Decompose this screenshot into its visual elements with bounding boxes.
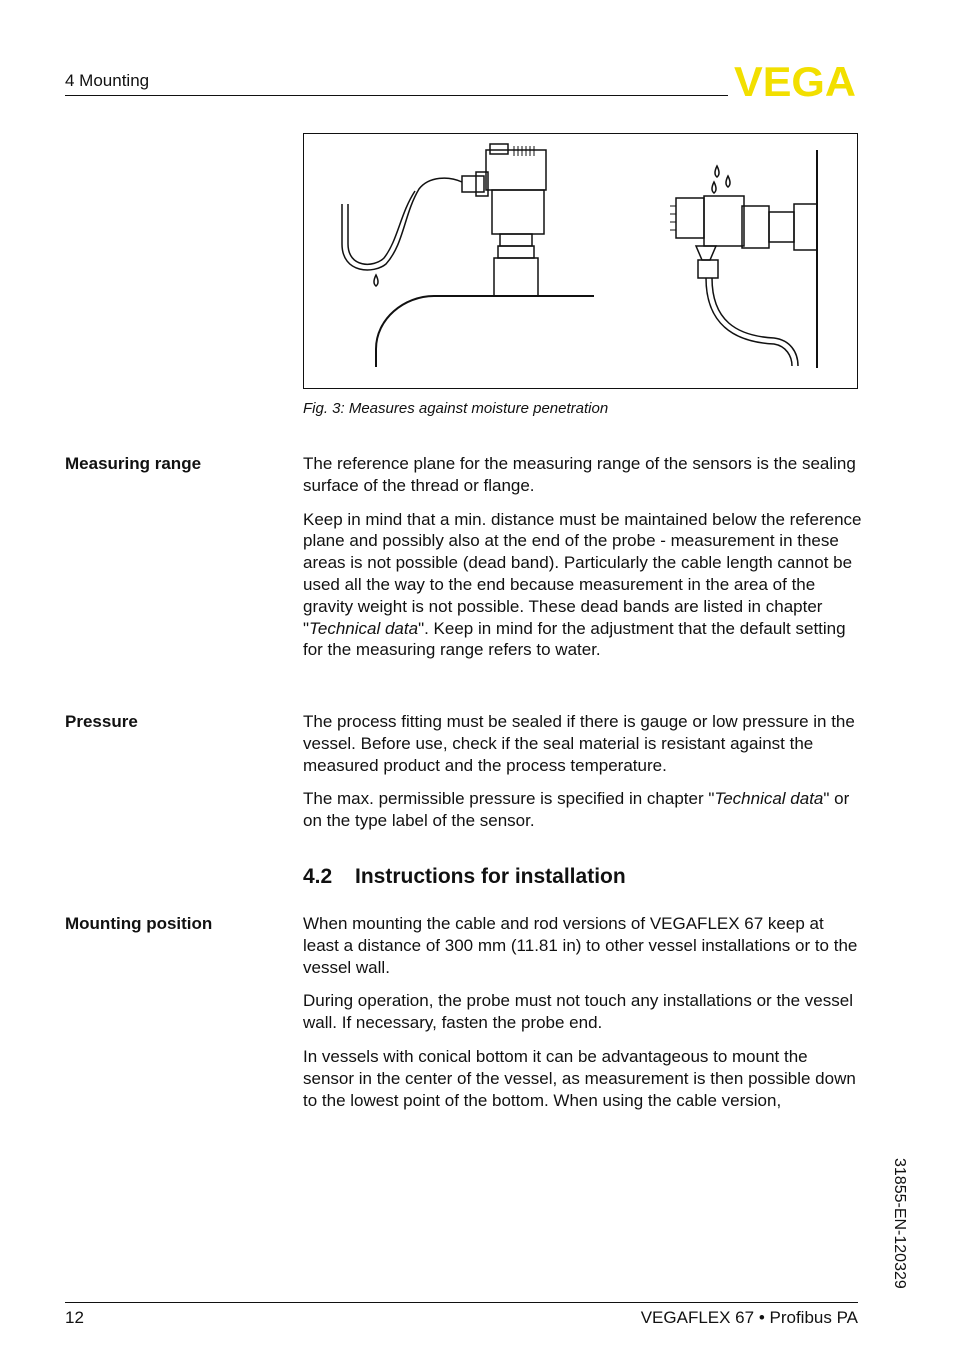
section-heading: 4.2 Instructions for installation [303, 865, 626, 888]
water-drop-icon [712, 182, 716, 193]
paragraph: When mounting the cable and rod versions of VEGAFLEX 67 keep at least a distance of 300 mm (11.81 in) to other vessel installations or to the vessel wall. [303, 914, 858, 977]
page-number: 12 [65, 1308, 84, 1327]
paragraph: The process fitting must be sealed if there is gauge or low pressure in the vessel. Before use, check if the seal material is resistant against the measured product and the process temperature. [303, 712, 855, 775]
tank-top [376, 296, 594, 367]
vega-logo-text: VEGA [734, 63, 856, 99]
mounting-position-text [303, 913, 863, 1111]
water-drop-icon [726, 176, 730, 187]
document-number: 31855-EN-120329 [891, 1158, 908, 1289]
water-drop-icon [374, 275, 378, 286]
paragraph: The max. permissible pressure is specified in chapter "Technical data" or on the type label of the sensor. [303, 789, 850, 831]
figure-caption: Fig. 3: Measures against moisture penetration [303, 400, 609, 417]
header-section-title: 4 Mounting [65, 71, 150, 90]
water-drop-icon [715, 166, 719, 177]
paragraph: The reference plane for the measuring range of the sensors is the sealing surface of the thread or flange. [303, 454, 856, 495]
moisture-figure [303, 133, 858, 389]
cable-right [706, 278, 792, 366]
measuring-range-text [303, 453, 863, 661]
moisture-illustration [304, 134, 857, 388]
header-rule [65, 95, 728, 96]
paragraph: Keep in mind that a min. distance must be maintained below the reference plane and possibly also at the end of the probe - measurement in these areas is not possible (dead band). Particularly the cable length cannot be used all the way to the end because measurement in the area of the gravity weight is not possible. These dead bands are listed in chapter "Technical data". Keep in mind for the adjustment that the default setting for the measuring range refers to water. [303, 509, 862, 660]
pressure-text [303, 711, 863, 832]
label-mounting-position: Mounting position [65, 914, 213, 933]
paragraph: During operation, the probe must not touch any installations or the vessel wall. If necessary, fasten the probe end. [303, 991, 853, 1033]
cable-gland-left [462, 176, 484, 192]
sensor-flange [494, 258, 538, 296]
paragraph: In vessels with conical bottom it can be advantageous to mount the sensor in the center of the vessel, as measurement is then possible down to the lowest point of the bottom. When using the cable version, [303, 1046, 856, 1110]
cable-loop-left [342, 178, 462, 270]
footer-rule [65, 1302, 858, 1303]
footer-document-title: VEGAFLEX 67 • Profibus PA [640, 1308, 858, 1327]
label-pressure: Pressure [65, 712, 138, 731]
vega-logo [733, 63, 858, 99]
cable-loop-left-inner [348, 191, 415, 264]
label-measuring-range: Measuring range [65, 454, 202, 473]
